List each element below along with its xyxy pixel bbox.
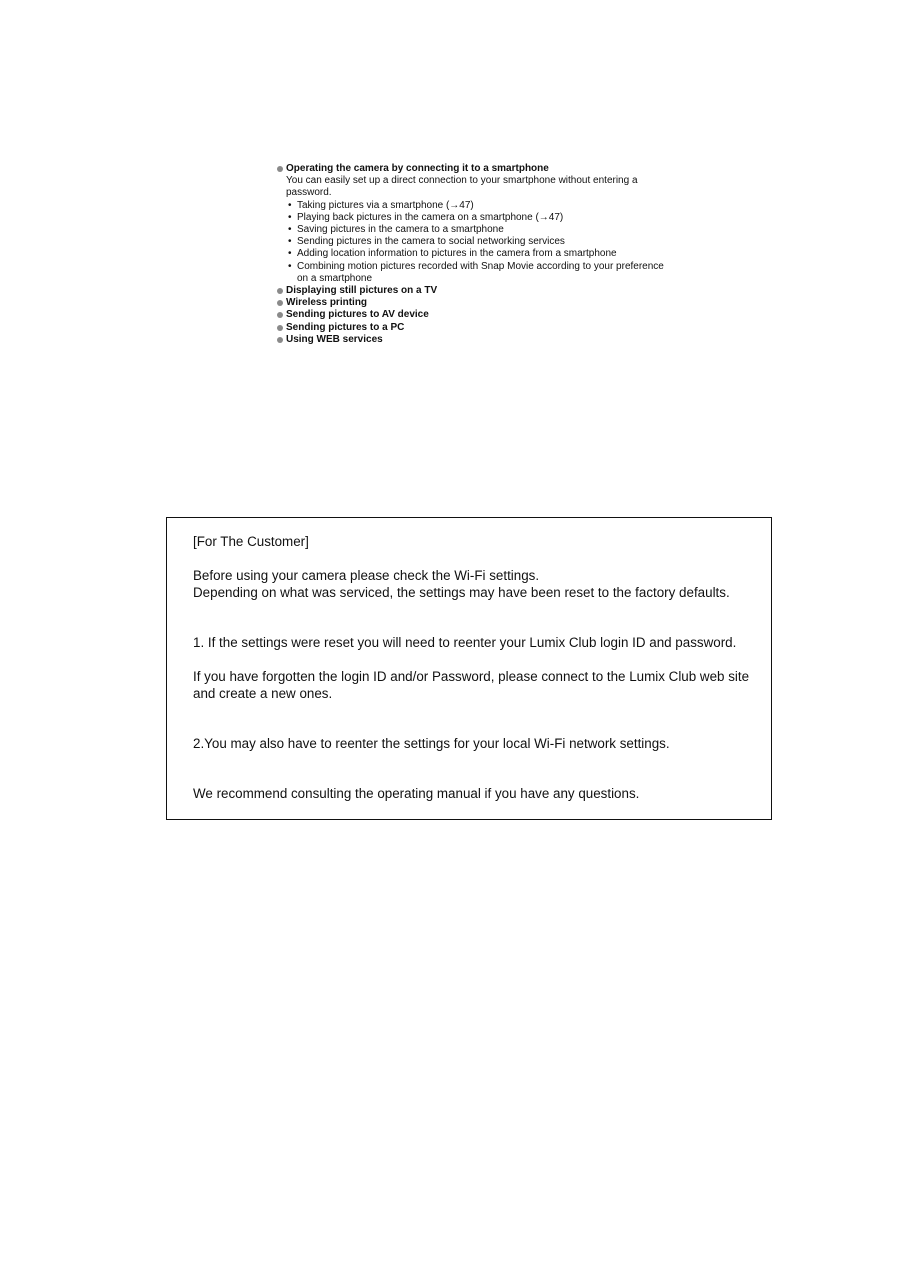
feature-title: Operating the camera by connecting it to a smartphone xyxy=(286,163,549,174)
feature-tv xyxy=(277,285,677,297)
bullet-dot-icon xyxy=(277,288,283,294)
list-item-text: Adding location information to pictures in the camera from a smartphone xyxy=(297,248,617,260)
bullet-dot-icon xyxy=(277,166,283,172)
notice-intro-line1: Before using your camera please check the Wi-Fi settings. xyxy=(193,568,540,583)
feature-title: Sending pictures to AV device xyxy=(286,309,429,321)
feature-title: Wireless printing xyxy=(286,297,368,309)
feature-title: Using WEB services xyxy=(286,333,383,345)
list-item xyxy=(286,212,677,224)
notice-heading: [For The Customer] xyxy=(193,534,309,549)
small-bullet-icon: • xyxy=(288,224,292,236)
small-bullet-icon: • xyxy=(288,199,292,211)
feature-printing xyxy=(277,297,677,309)
list-item xyxy=(286,200,677,212)
feature-title: Sending pictures to a PC xyxy=(286,321,405,333)
small-bullet-icon: • xyxy=(288,248,292,260)
bullet-dot-icon xyxy=(277,337,283,343)
notice-point-2: 2.You may also have to reenter the settings for your local Wi-Fi network settings. xyxy=(193,736,670,751)
feature-pc xyxy=(277,322,677,334)
list-item-text: Combining motion pictures recorded with Snap Movie according to your preference on a smartphone xyxy=(297,260,664,284)
customer-notice-box xyxy=(166,517,772,820)
list-item xyxy=(286,236,677,248)
notice-point-1: 1. If the settings were reset you will need to reenter your Lumix Club login ID and password. xyxy=(193,635,737,650)
feature-web-services xyxy=(277,334,677,346)
list-item xyxy=(286,248,677,260)
feature-smartphone xyxy=(277,163,677,285)
notice-forgotten-credentials: If you have forgotten the login ID and/or Password, please connect to the Lumix Club web site and create a new ones. xyxy=(193,669,750,701)
list-item-text: Saving pictures in the camera to a smartphone xyxy=(297,224,504,236)
feature-title: Displaying still pictures on a TV xyxy=(286,285,438,297)
bullet-dot-icon xyxy=(277,312,283,318)
list-item-text: Taking pictures via a smartphone (→47) xyxy=(297,199,474,211)
feature-list xyxy=(277,163,677,346)
feature-description: You can easily set up a direct connection to your smartphone without entering a password. xyxy=(286,175,638,199)
bullet-dot-icon xyxy=(277,300,283,306)
list-item-text: Sending pictures in the camera to social networking services xyxy=(297,236,565,248)
bullet-dot-icon xyxy=(277,325,283,331)
small-bullet-icon: • xyxy=(288,236,292,248)
small-bullet-icon: • xyxy=(288,211,292,223)
list-item xyxy=(286,224,677,236)
feature-av-device xyxy=(277,309,677,321)
list-item-text: Playing back pictures in the camera on a smartphone (→47) xyxy=(297,211,564,223)
list-item xyxy=(286,261,677,285)
notice-recommendation: We recommend consulting the operating manual if you have any questions. xyxy=(193,786,640,801)
notice-intro-line2: Depending on what was serviced, the settings may have been reset to the factory defaults. xyxy=(193,585,730,600)
smartphone-capabilities xyxy=(286,200,677,285)
small-bullet-icon: • xyxy=(288,260,292,272)
